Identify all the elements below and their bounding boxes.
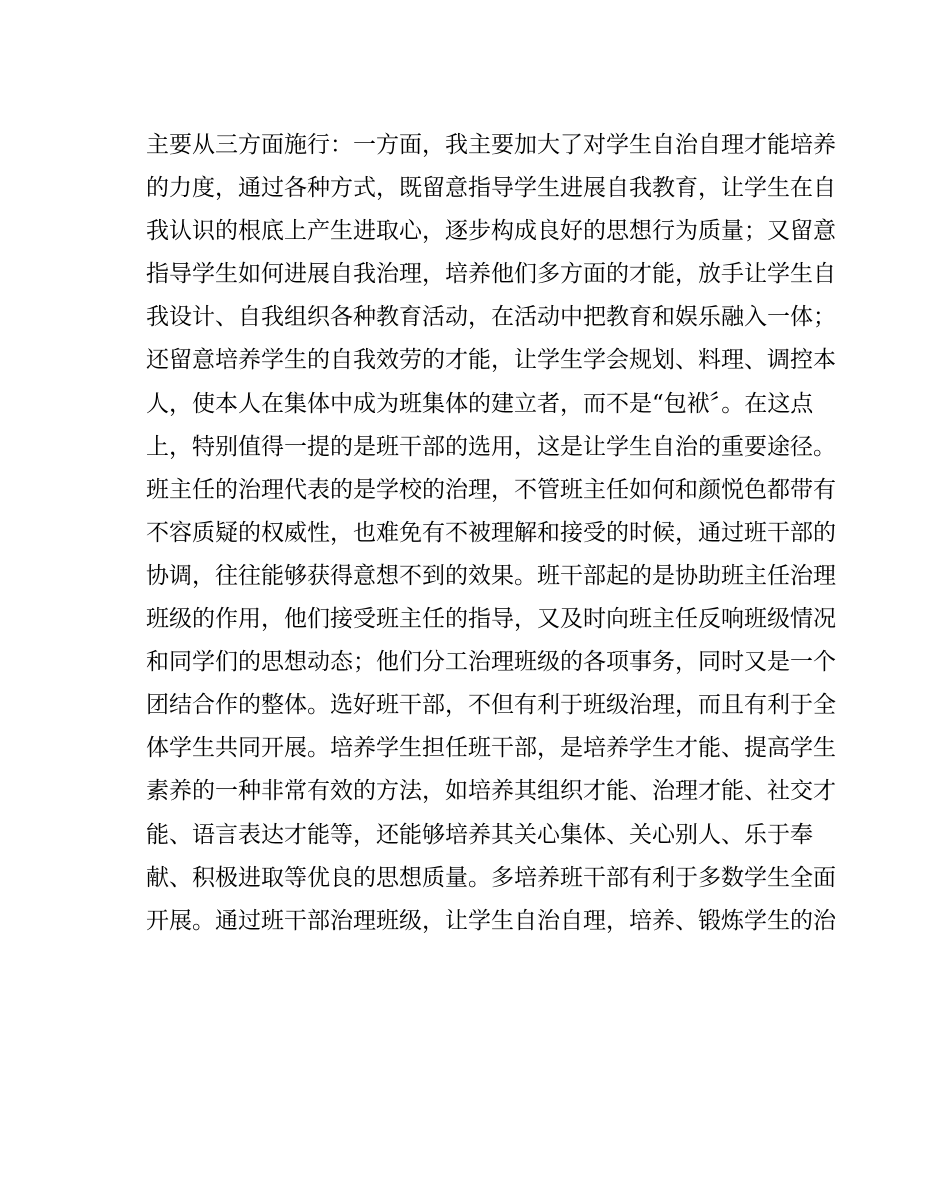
text-line: 班主任的治理代表的是学校的治理，不管班主任如何和颜悦色都带有	[146, 476, 836, 503]
text-line: 还留意培养学生的自我效劳的才能，让学生学会规划、料理、调控本	[146, 347, 836, 374]
text-line: 协调，往往能够获得意想不到的效果。班干部起的是协助班主任治理	[146, 562, 836, 589]
text-line: 开展。通过班干部治理班级，让学生自治自理，培养、锻炼学生的治	[146, 907, 836, 934]
text-line: 人，使本人在集体中成为班集体的建立者，而不是“包袱〞。在这点	[146, 390, 814, 417]
body-text	[146, 124, 836, 943]
text-line: 的力度，通过各种方式，既留意指导学生进展自我教育，让学生在自	[146, 175, 836, 202]
text-line: 我设计、自我组织各种教育活动，在活动中把教育和娱乐融入一体；	[146, 304, 836, 331]
text-line: 主要从三方面施行：一方面，我主要加大了对学生自治自理才能培养	[146, 132, 836, 158]
text-line: 班级的作用，他们接受班主任的指导，又及时向班主任反响班级情况	[146, 606, 836, 633]
text-line: 和同学们的思想动态；他们分工治理班级的各项事务，同时又是一个	[146, 649, 836, 676]
text-line: 不容质疑的权威性，也难免有不被理解和接受的时候，通过班干部的	[146, 519, 836, 546]
text-line: 体学生共同开展。培养学生担任班干部，是培养学生才能、提高学生	[146, 735, 836, 762]
text-line: 团结合作的整体。选好班干部，不但有利于班级治理，而且有利于全	[146, 692, 836, 719]
text-line: 能、语言表达才能等，还能够培养其关心集体、关心别人、乐于奉	[146, 821, 813, 848]
text-line: 上，特别值得一提的是班干部的选用，这是让学生自治的重要途径。	[146, 433, 836, 460]
text-line: 指导学生如何进展自我治理，培养他们多方面的才能，放手让学生自	[146, 261, 836, 288]
text-line: 我认识的根底上产生进取心，逐步构成良好的思想行为质量；又留意	[146, 218, 836, 245]
text-line: 素养的一种非常有效的方法，如培养其组织才能、治理才能、社交才	[146, 778, 836, 805]
text-line: 献、积极进取等优良的思想质量。多培养班干部有利于多数学生全面	[146, 864, 836, 891]
